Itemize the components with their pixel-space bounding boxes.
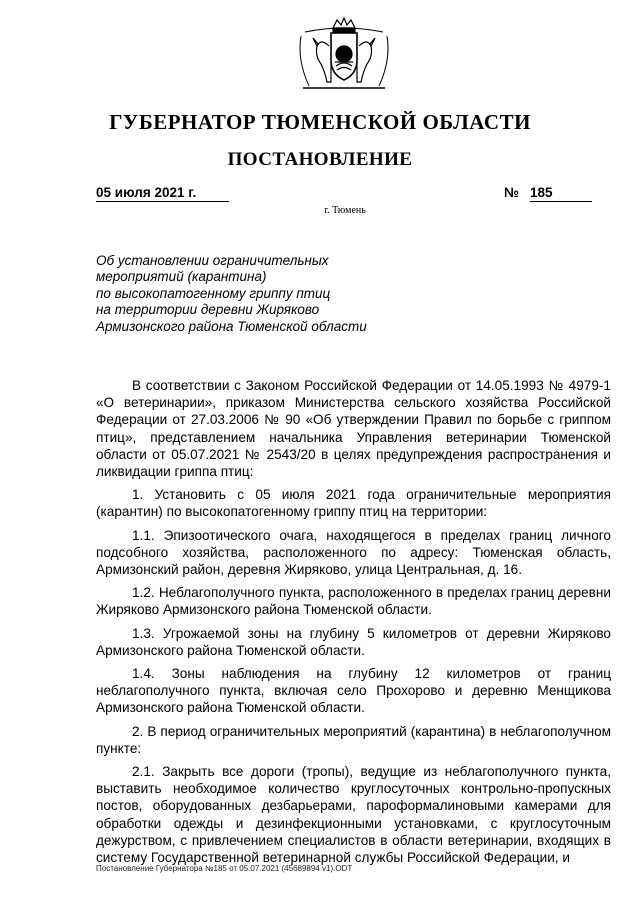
subject-line: Армизонского района Тюменской области (96, 318, 367, 334)
body-paragraph: 1.3. Угрожаемой зоны на глубину 5 километров от деревни Жиряково Армизонского района Тюменской области. (96, 625, 611, 658)
body-paragraph: 2. В период ограничительных мероприятий (карантина) в неблагополучном пункте: (96, 723, 611, 756)
document-subject (96, 253, 436, 335)
number-sign: № (504, 185, 520, 200)
subject-line: по высокопатогенному гриппу птиц (96, 285, 331, 301)
coat-of-arms-icon (291, 16, 397, 90)
document-body (96, 377, 611, 872)
document-type: ПОСТАНОВЛЕНИЕ (227, 149, 413, 170)
document-number-field (504, 184, 592, 201)
document-footer: Постановление Губернатора №185 от 05.07.2021 (45689894 v1).ODT (96, 864, 353, 873)
body-paragraph: 1.1. Эпизоотического очага, находящегося в пределах границ личного подсобного хозяйства, расположенного по адресу: Тюменская область, Армизонский район, деревня Жиряково, улица Центральная, д. 16. (96, 527, 611, 578)
city: г. Тюмень (324, 205, 366, 216)
document-date-field (96, 184, 229, 202)
subject-line: мероприятий (карантина) (96, 269, 267, 285)
body-paragraph: 1. Установить с 05 июля 2021 года ограничительные мероприятия (карантин) по высокопатогенному гриппу птиц на территории: (96, 487, 611, 520)
body-paragraph: В соответствии с Законом Российской Федерации от 14.05.1993 № 4979-1 «О ветеринарии», приказом Министерства сельского хозяйства Российской Федерации от 27.03.2006 № 90 «Об утверждении Правил по борьбе с гриппом птиц», представлением начальника Управления ветеринарии Тюменской области от 05.07.2021 № 2543/20 в целях предупреждения распространения и ликвидации гриппа птиц: (96, 378, 611, 480)
subject-line: на территории деревни Жиряково (96, 302, 320, 318)
body-paragraph: 2.1. Закрыть все дороги (тропы), ведущие из неблагополучного пункта, выставить необходимое количество круглосуточных контрольно-пропускных постов, оборудованных дезбарьерами, пароформалиновыми камерами для обработки одежды и дезинфекционными установками, с круглосуточным дежурством, с привлечением специалистов в области ветеринарии, входящих в систему Государственной ветеринарной службы Российской Федерации, и (96, 764, 611, 866)
body-paragraph: 1.2. Неблагополучного пункта, расположенного в пределах границ деревни Жиряково Армизонского района Тюменской области. (96, 585, 611, 618)
organization-title: ГУБЕРНАТОР ТЮМЕНСКОЙ ОБЛАСТИ (109, 110, 531, 134)
body-paragraph: 1.4. Зоны наблюдения на глубину 12 километров от границ неблагополучного пункта, включая село Прохорово и деревню Менщикова Армизонского района Тюменской области. (96, 666, 611, 716)
subject-line: Об установлении ограничительных (96, 253, 329, 268)
document-number: 185 (530, 184, 592, 202)
document-date: 05 июля 2021 г. (96, 185, 197, 200)
